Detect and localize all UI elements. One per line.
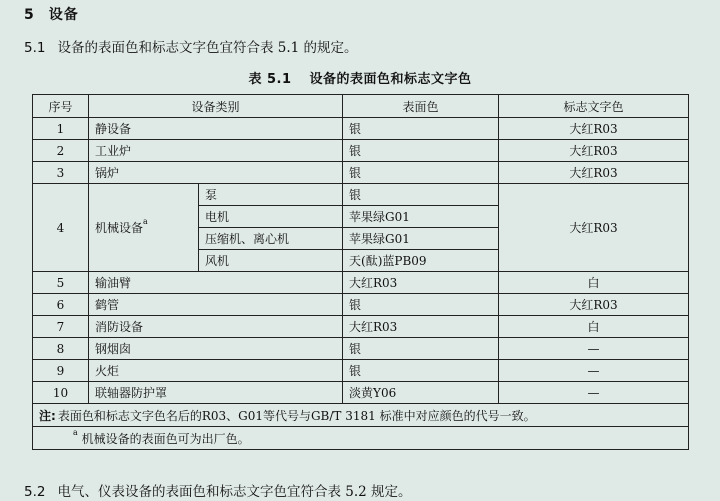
cell-seq: 2 (33, 140, 89, 162)
table-header-row (33, 95, 689, 118)
section-number: 5 (24, 7, 35, 23)
table-caption-title: 设备的表面色和标志文字色 (309, 72, 472, 87)
clause-5-1 (24, 36, 358, 56)
cell-category: 输油臂 (89, 272, 343, 294)
header-category: 设备类别 (89, 95, 343, 118)
table-note-row (33, 404, 689, 427)
cell-seq: 3 (33, 162, 89, 184)
cell-subcategory: 风机 (199, 250, 343, 272)
cell-surface: 大红R03 (343, 316, 499, 338)
table-row (33, 316, 689, 338)
cell-marking: — (499, 360, 689, 382)
machinery-label: 机械设备 (95, 221, 144, 235)
header-surface: 表面色 (343, 95, 499, 118)
cell-surface: 天(酞)蓝PB09 (343, 250, 499, 272)
cell-category: 锅炉 (89, 162, 343, 184)
cell-subcategory: 泵 (199, 184, 343, 206)
cell-seq: 10 (33, 382, 89, 404)
clause-number: 5.1 (24, 40, 46, 56)
header-marking: 标志文字色 (499, 95, 689, 118)
header-seq: 序号 (33, 95, 89, 118)
cell-category: 火炬 (89, 360, 343, 382)
cell-subcategory: 压缩机、离心机 (199, 228, 343, 250)
table-row (33, 118, 689, 140)
cell-category: 工业炉 (89, 140, 343, 162)
note-text: 表面色和标志文字色名后的R03、G01等代号与GB/T 3181 标准中对应颜色的代号一致。 (57, 408, 536, 423)
cell-marking: 大红R03 (499, 294, 689, 316)
cell-surface: 苹果绿G01 (343, 206, 499, 228)
table-row (33, 162, 689, 184)
cell-surface: 银 (343, 360, 499, 382)
cell-surface: 大红R03 (343, 272, 499, 294)
table-caption-number: 表 5.1 (248, 72, 292, 87)
cell-surface: 银 (343, 140, 499, 162)
table-row (33, 294, 689, 316)
cell-surface: 银 (343, 338, 499, 360)
cell-category-machinery (89, 184, 199, 272)
cell-marking: 大红R03 (499, 184, 689, 272)
note-label: 注: (39, 408, 56, 423)
cell-category: 联轴器防护罩 (89, 382, 343, 404)
section-heading (24, 4, 79, 24)
color-table (32, 94, 689, 450)
cell-marking: 大红R03 (499, 162, 689, 184)
footnote-mark: a (73, 427, 78, 437)
cell-marking: — (499, 338, 689, 360)
footnote-text: 机械设备的表面色可为出厂色。 (81, 431, 250, 446)
table-row-machinery (33, 184, 689, 206)
cell-category: 鹤管 (89, 294, 343, 316)
clause-text: 电气、仪表设备的表面色和标志文字色宜符合表 5.2 规定。 (57, 484, 412, 500)
cell-seq: 4 (33, 184, 89, 272)
table-note (33, 404, 689, 427)
cell-seq: 5 (33, 272, 89, 294)
cell-surface: 银 (343, 294, 499, 316)
table-caption (0, 68, 720, 87)
table-footnote-row (33, 427, 689, 450)
cell-seq: 7 (33, 316, 89, 338)
cell-surface: 银 (343, 184, 499, 206)
cell-subcategory: 电机 (199, 206, 343, 228)
table-row (33, 382, 689, 404)
table-row (33, 338, 689, 360)
cell-marking: 大红R03 (499, 118, 689, 140)
cell-marking: 大红R03 (499, 140, 689, 162)
table-wrapper (32, 94, 688, 450)
table-footnote (33, 427, 689, 450)
clause-5-2 (24, 480, 412, 500)
clause-number: 5.2 (24, 484, 46, 500)
cell-surface: 银 (343, 118, 499, 140)
table-row (33, 360, 689, 382)
cell-seq: 9 (33, 360, 89, 382)
cell-seq: 6 (33, 294, 89, 316)
cell-seq: 1 (33, 118, 89, 140)
cell-category: 消防设备 (89, 316, 343, 338)
footnote-mark: a (143, 217, 148, 226)
cell-surface: 苹果绿G01 (343, 228, 499, 250)
cell-category: 静设备 (89, 118, 343, 140)
cell-marking: 白 (499, 316, 689, 338)
table-row (33, 272, 689, 294)
cell-seq: 8 (33, 338, 89, 360)
clause-text: 设备的表面色和标志文字色宜符合表 5.1 的规定。 (57, 40, 358, 56)
cell-category: 钢烟囱 (89, 338, 343, 360)
table-row (33, 140, 689, 162)
cell-marking: 白 (499, 272, 689, 294)
cell-surface: 银 (343, 162, 499, 184)
cell-marking: — (499, 382, 689, 404)
section-title: 设备 (48, 7, 79, 23)
cell-surface: 淡黄Y06 (343, 382, 499, 404)
